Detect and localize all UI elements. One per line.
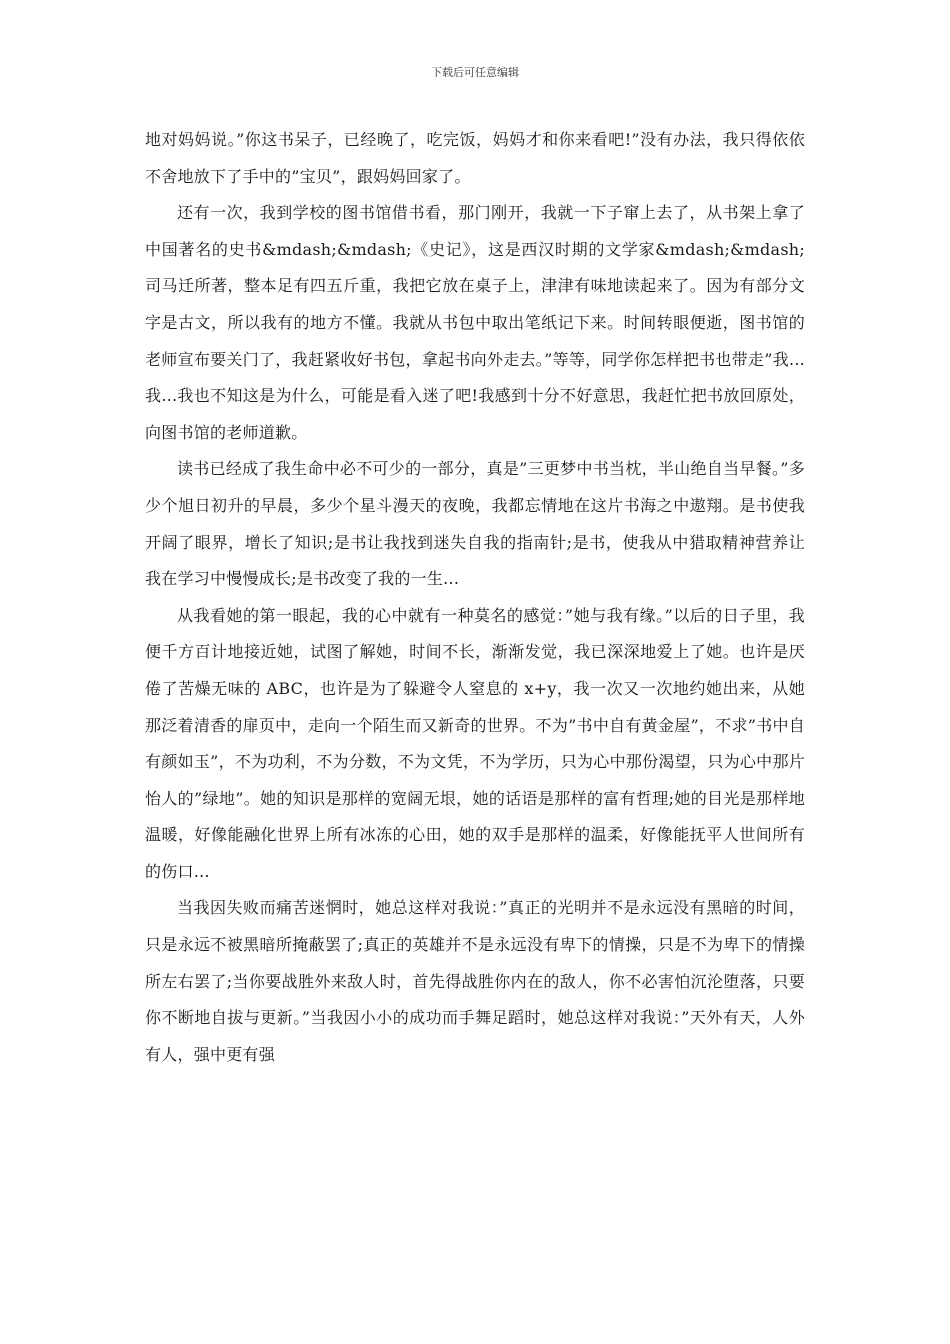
page-header: 下载后可任意编辑 [431,66,519,79]
paragraph-2: 还有一次，我到学校的图书馆借书看，那门刚开，我就一下子窜上去了，从书架上拿了中国著名的史书&mdash;&mdash;《史记》，这是西汉时期的文学家&mdash;&mdash;司马迁所著，整本足有四五斤重，我把它放在桌子上，津津有味地读起来了。因为有部分文字是古文，所以我有的地方不懂。我就从书包中取出笔纸记下来。时间转眼便逝，图书馆的老师宣布要关门了，我赶紧收好书包，拿起书向外走去。”等等，同学你怎样把书也带走”我...我...我也不知这是为什么，可能是看入迷了吧!我感到十分不好意思，我赶忙把书放回原处，向图书馆的老师道歉。 [145,203,805,442]
paragraph-1: 地对妈妈说。”你这书呆子，已经晚了，吃完饭，妈妈才和你来看吧!”没有办法，我只得依依不舍地放下了手中的”宝贝”，跟妈妈回家了。 [145,130,805,186]
document-body [145,122,805,1073]
paragraph-4: 从我看她的第一眼起，我的心中就有一种莫名的感觉：”她与我有缘。”以后的日子里，我便千方百计地接近她，试图了解她，时间不长，渐渐发觉，我已深深地爱上了她。也许是厌倦了苦燥无味的 ABC，也许是为了躲避令人窒息的 x+y，我一次又一次地约她出来，从她那泛着清香的扉页中，走向一个陌生而又新奇的世界。不为”书中自有黄金屋”，不求”书中自有颜如玉”，不为功利，不为分数，不为文凭，不为学历，只为心中那份渴望，只为心中那片怡人的”绿地”。她的知识是那样的宽阔无垠，她的话语是那样的富有哲理;她的目光是那样地温暖，好像能融化世界上所有冰冻的心田，她的双手是那样的温柔，好像能抚平人世间所有的伤口... [145,605,805,881]
paragraph-3: 读书已经成了我生命中必不可少的一部分，真是”三更梦中书当枕，半山绝自当早餐。”多少个旭日初升的早晨，多少个星斗漫天的夜晚，我都忘情地在这片书海之中遨翔。是书使我开阔了眼界，增长了知识;是书让我找到迷失自我的指南针;是书，使我从中猎取精神营养让我在学习中慢慢成长;是书改变了我的一生... [145,459,805,589]
paragraph-5: 当我因失败而痛苦迷惘时，她总这样对我说：”真正的光明并不是永远没有黑暗的时间，只是永远不被黑暗所掩蔽罢了;真正的英雄并不是永远没有卑下的情操，只是不为卑下的情操所左右罢了;当你要战胜外来敌人时，首先得战胜你内在的敌人，你不必害怕沉沦堕落，只要你不断地自拔与更新。”当我因小小的成功而手舞足蹈时，她总这样对我说：”天外有天，人外有人，强中更有强 [145,898,805,1064]
